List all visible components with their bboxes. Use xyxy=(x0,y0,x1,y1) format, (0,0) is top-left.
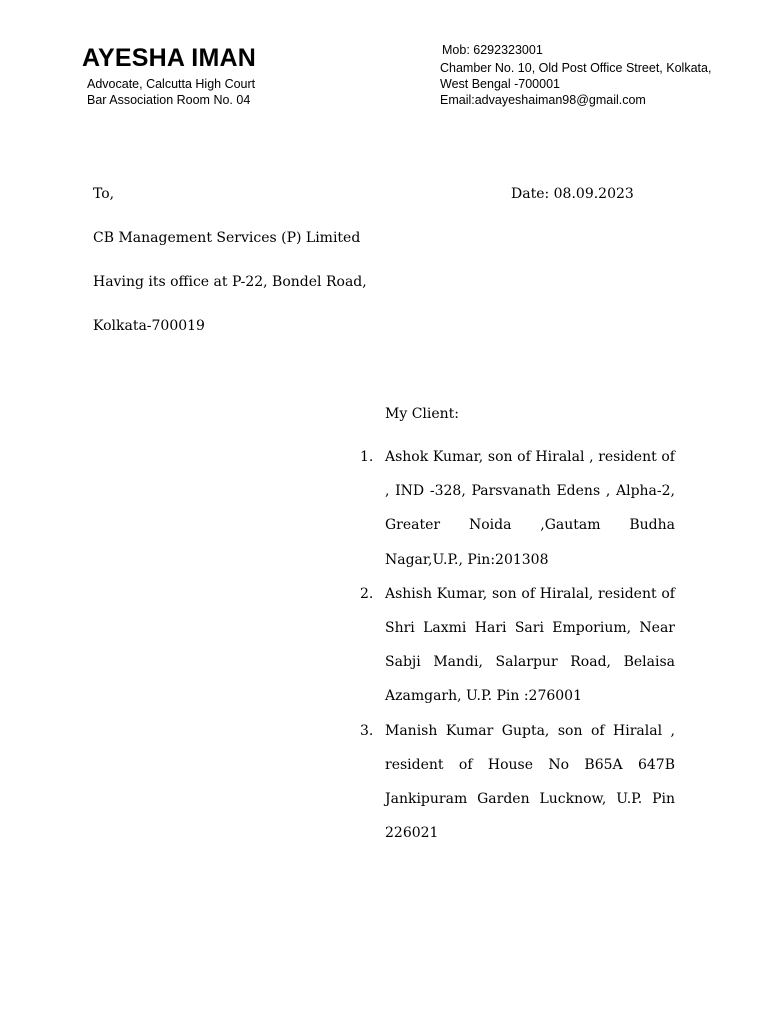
email-address: Email:advayeshaiman98@gmail.com xyxy=(440,93,646,107)
chamber-address: Chamber No. 10, Old Post Office Street, Kolkata, xyxy=(440,61,712,75)
client-number: 3. xyxy=(360,722,374,739)
client-number: 1. xyxy=(360,449,374,465)
letter-date: Date: 08.09.2023 xyxy=(511,186,634,202)
bar-association-room: Bar Association Room No. 04 xyxy=(87,93,251,107)
salutation-to: To, xyxy=(93,186,115,202)
recipient-company: CB Management Services (P) Limited xyxy=(93,230,361,246)
client-list xyxy=(360,440,675,850)
client-details: Ashok Kumar, son of Hiralal , resident of , IND -328, Parsvanath Edens , Alpha-2, Greater Noida ,Gautam Budha Nagar,U.P., Pin:201308 xyxy=(385,449,675,568)
client-item xyxy=(360,714,675,851)
client-number: 2. xyxy=(360,585,374,602)
client-item xyxy=(360,577,675,714)
client-details: Ashish Kumar, son of Hiralal, resident of Shri Laxmi Hari Sari Emporium, Near Sabji Mandi, Salarpur Road, Belaisa Azamgarh, U.P. Pin :276001 xyxy=(385,585,675,705)
mobile-number: Mob: 6292323001 xyxy=(442,43,543,57)
advocate-title: Advocate, Calcutta High Court xyxy=(87,77,256,91)
chamber-address-city: West Bengal -700001 xyxy=(440,77,560,91)
recipient-address: Having its office at P-22, Bondel Road, xyxy=(93,274,367,290)
recipient-city: Kolkata-700019 xyxy=(93,318,205,334)
advocate-name: AYESHA IMAN xyxy=(82,44,256,72)
my-client-heading: My Client: xyxy=(385,406,460,422)
client-item xyxy=(360,440,675,577)
client-details: Manish Kumar Gupta, son of Hiralal , resident of House No B65A 647B Jankipuram Garden Lucknow, U.P. Pin 226021 xyxy=(385,722,675,842)
